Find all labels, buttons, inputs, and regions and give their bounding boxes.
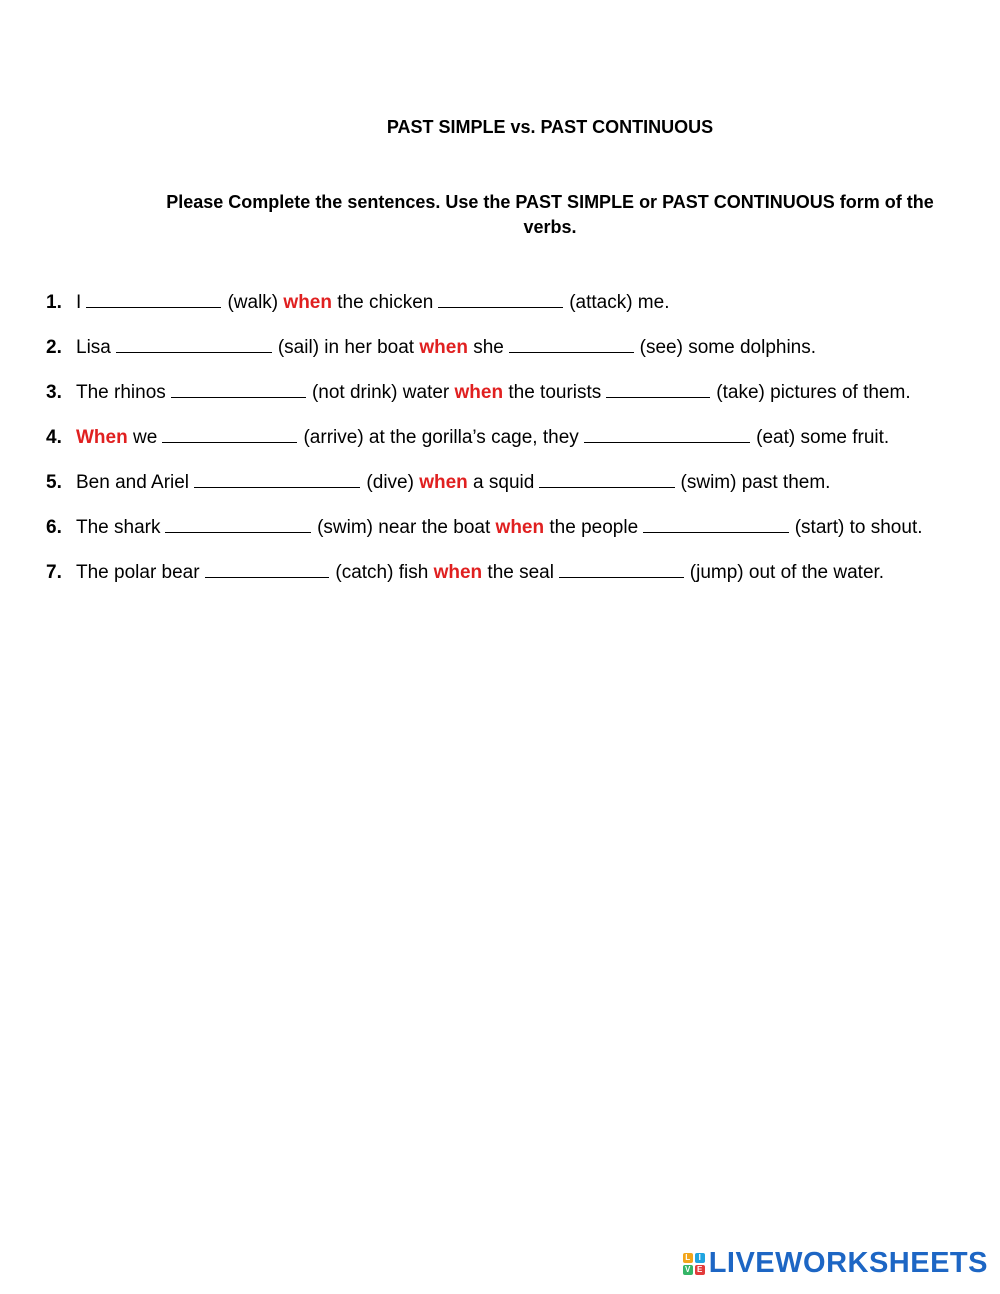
sentence-text: the people: [544, 517, 639, 538]
sentence-text: she: [467, 337, 504, 358]
sentence-text: the chicken: [331, 292, 434, 313]
sentence-text: we: [127, 427, 158, 448]
liveworksheets-logo[interactable]: [683, 1247, 988, 1280]
instructions: Please Complete the sentences. Use the PAST SIMPLE or PAST CONTINUOUS form of the verbs.: [166, 192, 934, 237]
item-number: 4.: [46, 427, 62, 448]
answer-blank[interactable]: [584, 424, 750, 443]
answer-blank[interactable]: [194, 469, 360, 488]
sentence-text: The rhinos: [76, 382, 166, 403]
badge-letter: V: [683, 1265, 693, 1275]
exercise-item: [46, 379, 976, 424]
sentence: [76, 514, 923, 540]
sentence: [76, 289, 670, 315]
sentence-text: (jump) out of the water.: [689, 562, 885, 583]
badge-letter: L: [683, 1253, 693, 1263]
badge-letter: E: [695, 1265, 705, 1275]
keyword-when: when: [454, 382, 504, 403]
sentence-text: (not drink) water: [311, 382, 455, 403]
sentence-text: the seal: [482, 562, 554, 583]
sentence-text: (swim) past them.: [680, 472, 831, 493]
sentence-text: (dive): [366, 472, 420, 493]
sentence-text: (start) to shout.: [794, 517, 923, 538]
sentence-text: Ben and Ariel: [76, 472, 190, 493]
sentence: [76, 469, 830, 495]
exercise-item: [46, 469, 976, 514]
exercise-item: [46, 289, 976, 334]
sentence-text: The shark: [76, 517, 161, 538]
live-badge-icon: [683, 1253, 705, 1275]
keyword-when: when: [419, 337, 468, 358]
exercise-item: [46, 334, 976, 379]
sentence-text: (eat) some fruit.: [756, 427, 890, 448]
item-number: 6.: [46, 517, 62, 538]
answer-blank[interactable]: [165, 514, 311, 533]
item-number: 7.: [46, 562, 62, 583]
item-number: 5.: [46, 472, 62, 493]
answer-blank[interactable]: [606, 379, 710, 398]
item-number: 1.: [46, 292, 62, 313]
sentence-text: I: [76, 292, 82, 313]
answer-blank[interactable]: [162, 424, 297, 443]
logo-text: LIVEWORKSHEETS: [708, 1247, 988, 1279]
answer-blank[interactable]: [643, 514, 789, 533]
sentence: [76, 559, 884, 585]
sentence-text: (sail) in her boat: [277, 337, 420, 358]
keyword-when: when: [495, 517, 545, 538]
keyword-when: when: [419, 472, 468, 493]
sentence-text: The polar bear: [76, 562, 200, 583]
exercise-item: [46, 514, 976, 559]
sentence-text: (swim) near the boat: [317, 517, 496, 538]
sentence-text: (attack) me.: [569, 292, 670, 313]
answer-blank[interactable]: [539, 469, 674, 488]
keyword-when: When: [76, 427, 128, 448]
exercise-item: [46, 559, 976, 604]
answer-blank[interactable]: [116, 334, 272, 353]
item-number: 3.: [46, 382, 62, 403]
sentence-text: (take) pictures of them.: [716, 382, 911, 403]
sentence-text: (arrive) at the gorilla’s cage, they: [303, 427, 579, 448]
sentence-text: Lisa: [76, 337, 111, 358]
keyword-when: when: [283, 292, 332, 313]
exercise-list: [46, 289, 976, 604]
sentence: [76, 424, 889, 450]
badge-letter: I: [695, 1253, 705, 1263]
sentence-text: a squid: [467, 472, 535, 493]
sentence: [76, 334, 816, 360]
keyword-when: when: [433, 562, 483, 583]
answer-blank[interactable]: [559, 559, 684, 578]
item-number: 2.: [46, 337, 62, 358]
sentence-text: (see) some dolphins.: [639, 337, 817, 358]
answer-blank[interactable]: [205, 559, 330, 578]
answer-blank[interactable]: [171, 379, 306, 398]
answer-blank[interactable]: [438, 289, 563, 308]
sentence-text: (walk): [227, 292, 284, 313]
page-title: PAST SIMPLE vs. PAST CONTINUOUS: [386, 117, 714, 137]
sentence-text: the tourists: [503, 382, 602, 403]
sentence: [76, 379, 911, 405]
sentence-text: (catch) fish: [335, 562, 434, 583]
exercise-item: [46, 424, 976, 469]
answer-blank[interactable]: [509, 334, 634, 353]
answer-blank[interactable]: [86, 289, 221, 308]
